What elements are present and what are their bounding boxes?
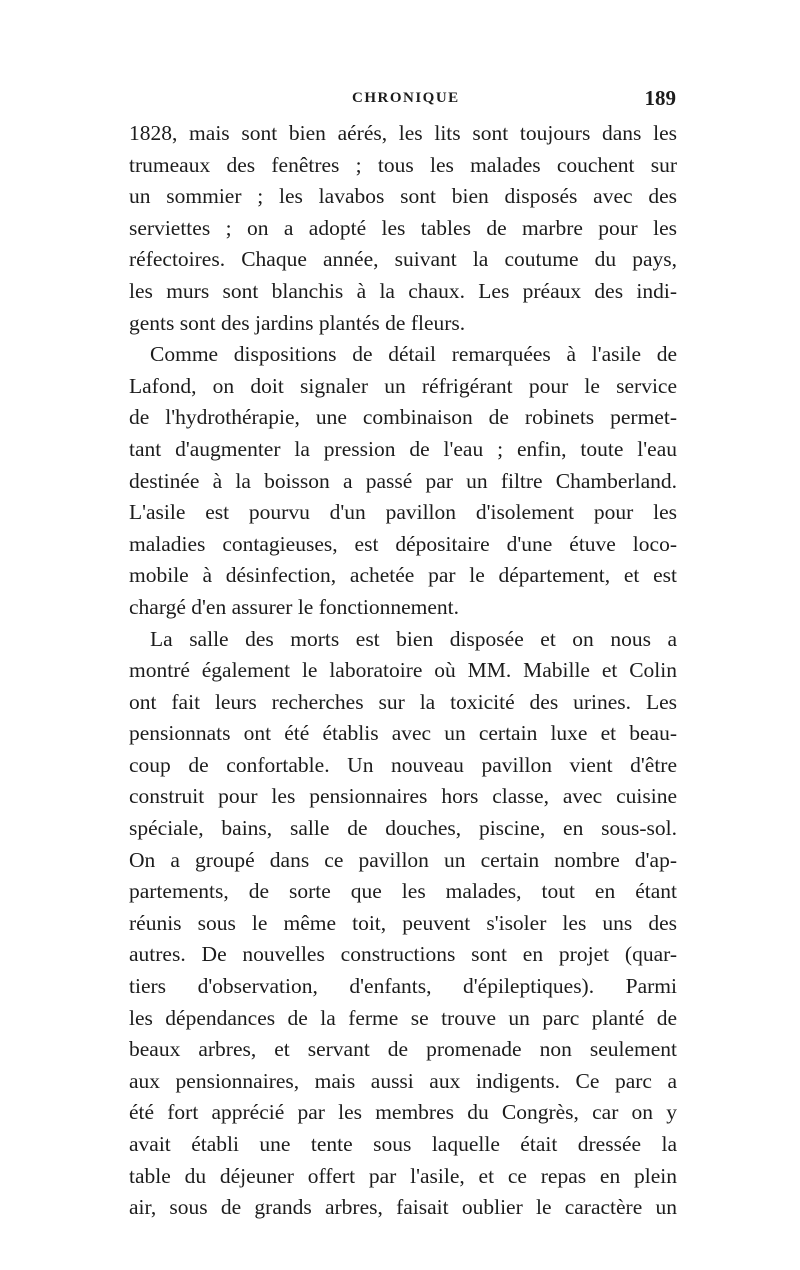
text-line: trumeaux des fenêtres ; tous les malades couchent sur — [129, 152, 677, 177]
text-line: spéciale, bains, salle de douches, piscine, en sous-sol. — [129, 816, 677, 841]
text-line: gents sont des jardins plantés de fleurs. — [129, 310, 466, 335]
text-line: destinée à la boisson a passé par un filtre Chamberland. — [129, 468, 677, 493]
text-line: Comme dispositions de détail remarquées à l'asile de — [150, 342, 677, 367]
text-line: réunis sous le même toit, peuvent s'isoler les uns des — [129, 910, 677, 935]
text-line: table du déjeuner offert par l'asile, et ce repas en plein — [129, 1163, 677, 1188]
page-number: 189 — [644, 86, 676, 110]
text-line: mobile à désinfection, achetée par le département, et est — [129, 563, 677, 588]
text-line: chargé d'en assurer le fonctionnement. — [129, 594, 460, 619]
body-text — [129, 118, 677, 1224]
text-line: tiers d'observation, d'enfants, d'épileptiques). Parmi — [129, 974, 677, 999]
text-line: réfectoires. Chaque année, suivant la coutume du pays, — [129, 247, 677, 272]
text-line: de l'hydrothérapie, une combinaison de robinets permet- — [129, 405, 677, 430]
text-line: L'asile est pourvu d'un pavillon d'isolement pour les — [129, 500, 677, 525]
text-line: Lafond, on doit signaler un réfrigérant pour le service — [129, 373, 677, 398]
running-title: CHRONIQUE — [352, 90, 460, 106]
text-line: été fort apprécié par les membres du Congrès, car on y — [129, 1100, 677, 1125]
text-line: La salle des morts est bien disposée et on nous a — [150, 626, 677, 651]
text-line: maladies contagieuses, est dépositaire d'une étuve loco- — [129, 531, 677, 556]
text-line: aux pensionnaires, mais aussi aux indigents. Ce parc a — [129, 1068, 677, 1093]
text-line: les dépendances de la ferme se trouve un parc planté de — [129, 1005, 677, 1030]
text-line: air, sous de grands arbres, faisait oublier le caractère un — [129, 1195, 677, 1220]
text-line: tant d'augmenter la pression de l'eau ; enfin, toute l'eau — [129, 436, 677, 461]
text-line: autres. De nouvelles constructions sont en projet (quar- — [129, 942, 677, 967]
text-line: avait établi une tente sous laquelle était dressée la — [129, 1132, 677, 1156]
text-line: les murs sont blanchis à la chaux. Les préaux des indi- — [129, 278, 677, 303]
text-line: 1828, mais sont bien aérés, les lits sont toujours dans les — [129, 121, 677, 145]
text-line: un sommier ; les lavabos sont bien disposés avec des — [129, 184, 677, 209]
text-line: construit pour les pensionnaires hors classe, avec cuisine — [129, 784, 677, 809]
text-line: partements, de sorte que les malades, tout en étant — [129, 879, 677, 904]
text-line: montré également le laboratoire où MM. Mabille et Colin — [129, 658, 677, 683]
page-header — [128, 86, 676, 116]
text-line: On a groupé dans ce pavillon un certain nombre d'ap- — [129, 847, 677, 872]
text-line: serviettes ; on a adopté les tables de marbre pour les — [129, 215, 677, 240]
text-line: coup de confortable. Un nouveau pavillon vient d'être — [129, 752, 677, 777]
text-line: beaux arbres, et servant de promenade non seulement — [129, 1037, 677, 1062]
text-line: pensionnats ont été établis avec un certain luxe et beau- — [129, 721, 677, 746]
text-line: ont fait leurs recherches sur la toxicité des urines. Les — [129, 689, 677, 714]
